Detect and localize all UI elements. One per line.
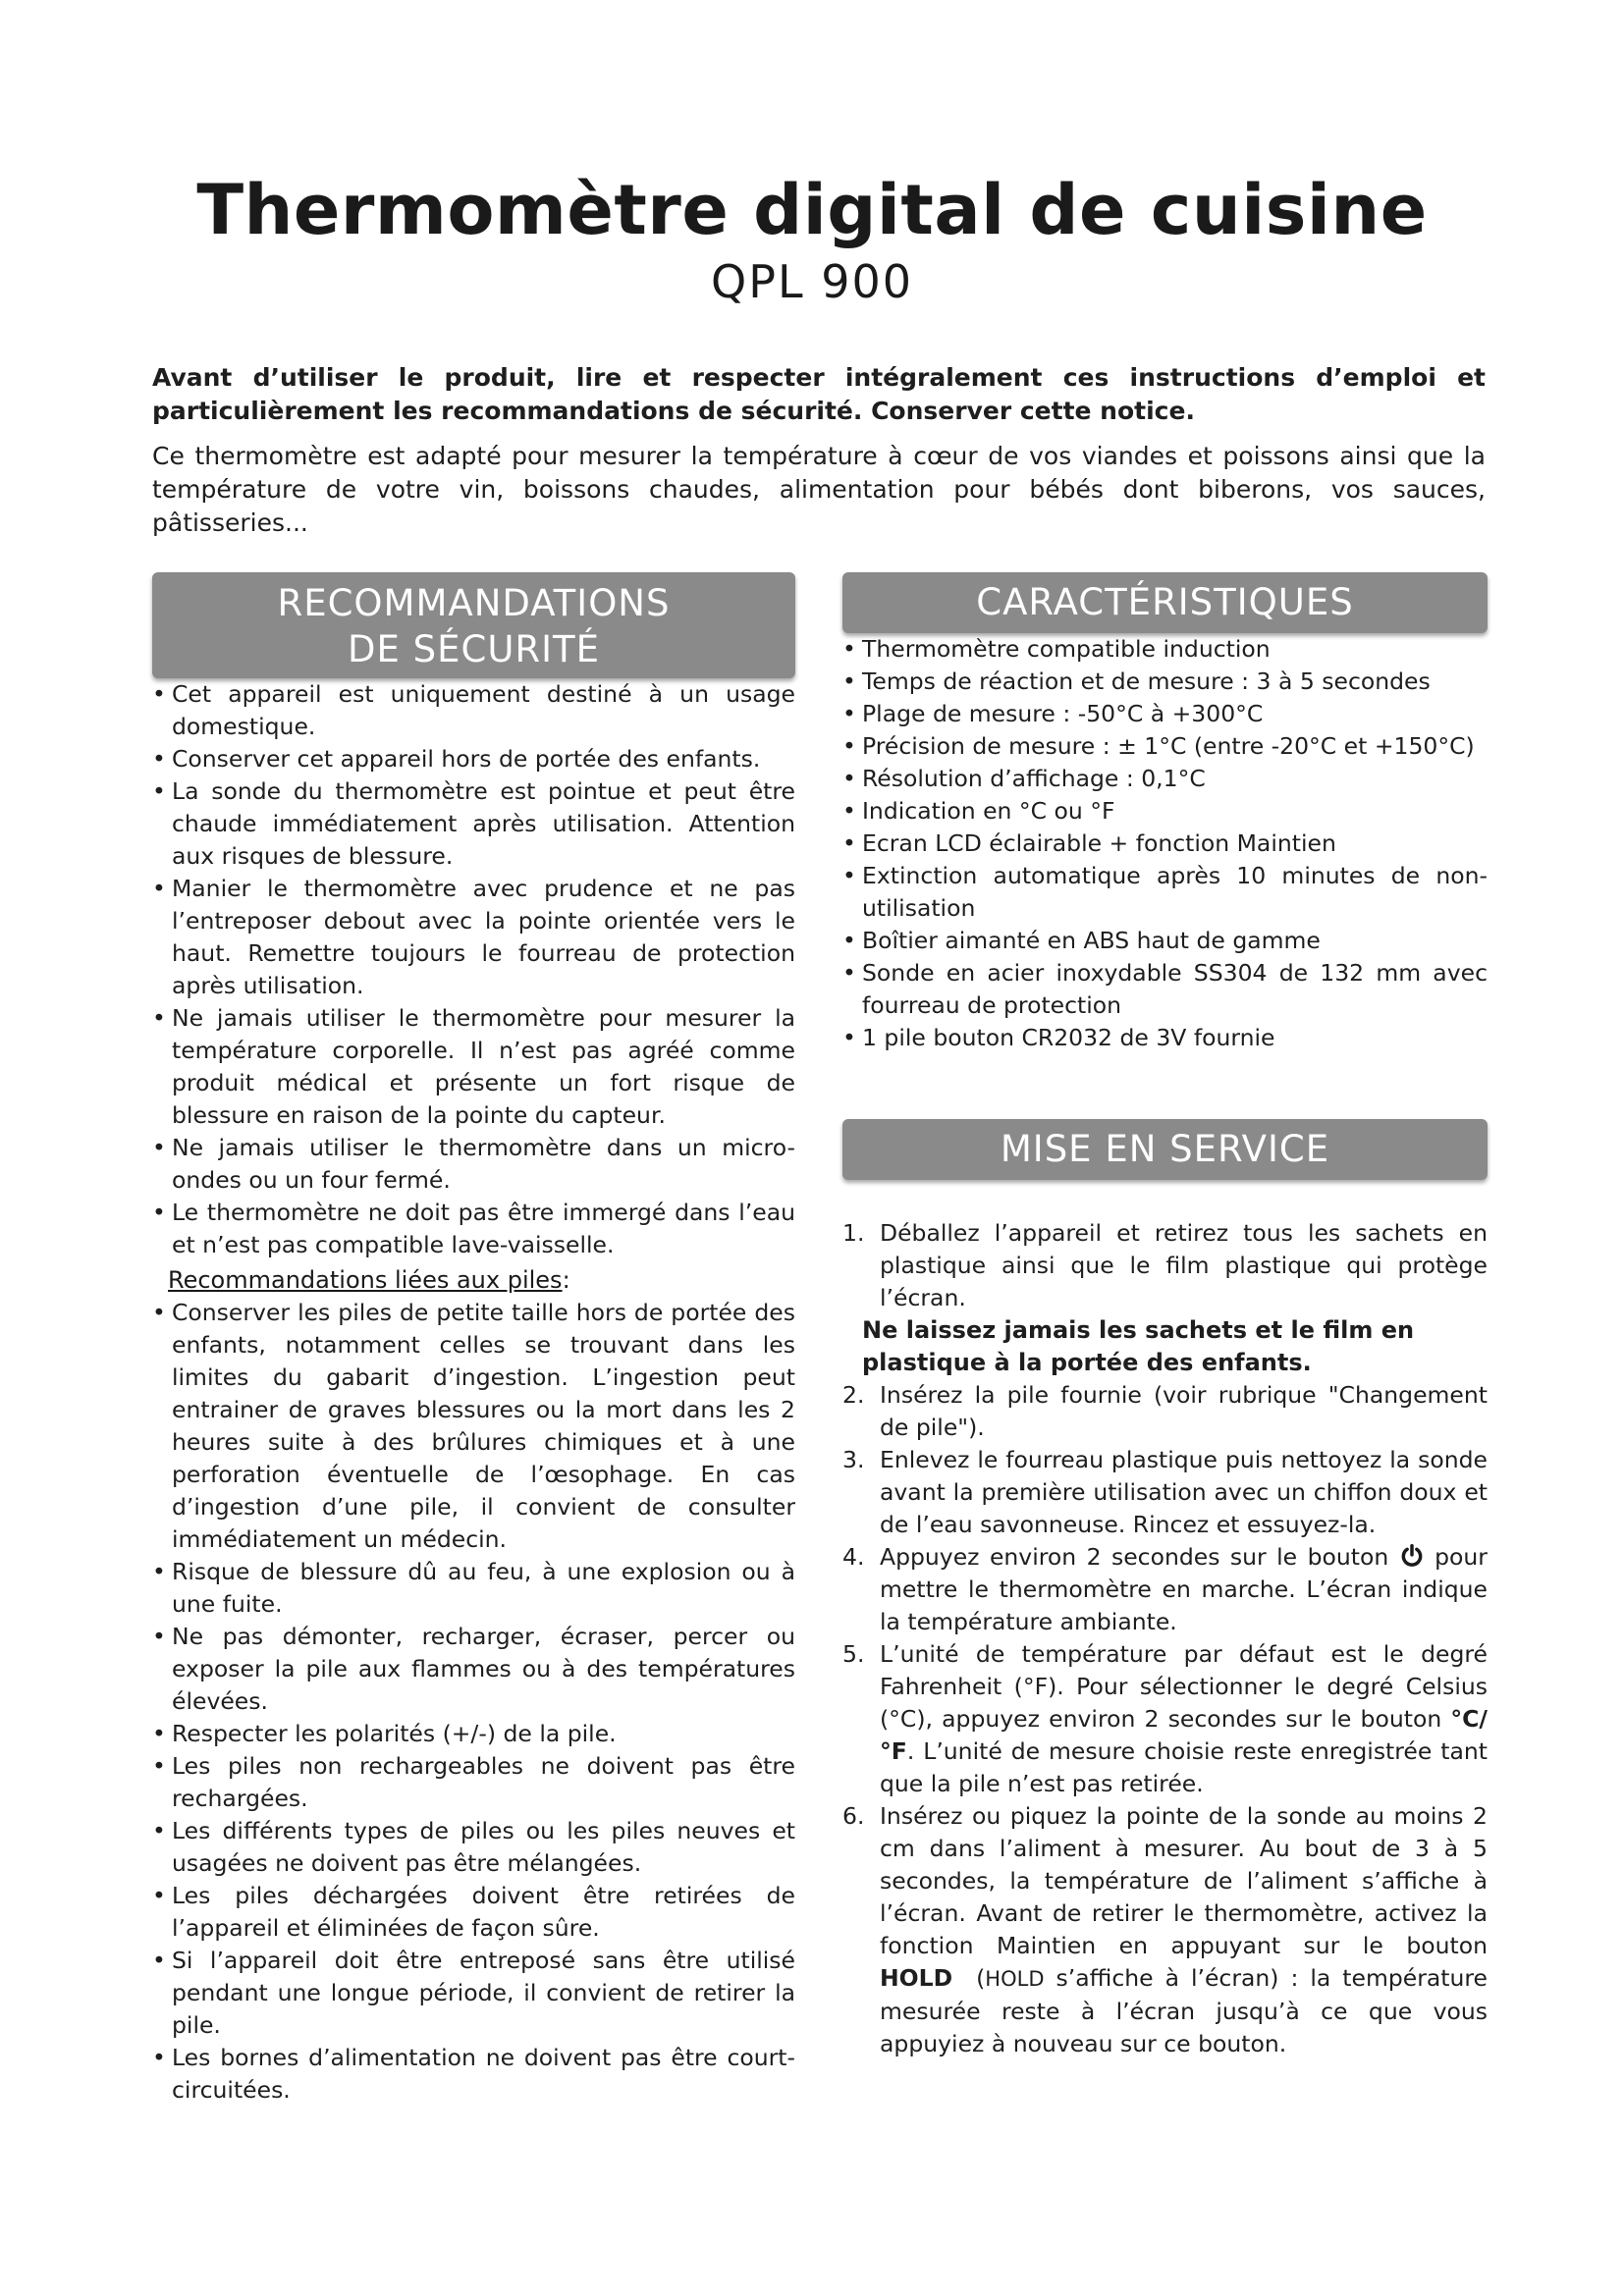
document-title: Thermomètre digital de cuisine <box>196 170 1428 250</box>
step-text: Insérez ou piquez la pointe de la sonde au moins 2 cm dans l’aliment à mesurer. Au bout de 3 à 5 secondes, la température de l’aliment s’affiche à l’écran. Avant de retirer le thermomètre, activez la fonction Maintien en appuyant sur le bouton <box>880 1802 1488 1959</box>
list-item: • Boîtier aimanté en ABS haut de gamme <box>842 925 1488 957</box>
step-number: 5. <box>842 1640 865 1668</box>
list-item: • Sonde en acier inoxydable SS304 de 132 mm avec fourreau de protection <box>842 957 1488 1022</box>
list-item: • Respecter les polarités (+/-) de la pile. <box>152 1718 795 1750</box>
step-text: Insérez la pile fournie (voir rubrique "Changement de pile"). <box>880 1381 1488 1441</box>
step-number: 1. <box>842 1219 865 1247</box>
step-text: L’unité de température par défaut est le degré Fahrenheit (°F). Pour sélectionner le degré Celsius (°C), appuyez environ 2 secondes sur le bouton <box>880 1640 1488 1733</box>
setup-step <box>842 1541 1488 1638</box>
setup-warning: Ne laissez jamais les sachets et le film en plastique à la portée des enfants. <box>862 1316 1415 1376</box>
list-item: • Les piles déchargées doivent être retirées de l’appareil et éliminées de façon sûre. <box>152 1880 795 1945</box>
safety-banner <box>152 572 795 678</box>
step-text-cont: pour mettre le thermomètre en marche. L’écran indique la température ambiante. <box>880 1543 1488 1635</box>
setup-step <box>842 1379 1488 1444</box>
list-item: • Conserver cet appareil hors de portée des enfants. <box>152 743 795 775</box>
list-item: • Manier le thermomètre avec prudence et ne pas l’entreposer debout avec la pointe orientée vers le haut. Remettre toujours le fourreau de protection après utilisation. <box>152 873 795 1002</box>
step-number: 4. <box>842 1543 865 1571</box>
intro-warning: Avant d’utiliser le produit, lire et respecter intégralement ces instructions d’emploi et particulièrement les recommandations de sécurité. Conserver cette notice. <box>152 363 1486 425</box>
list-item: • Plage de mesure : -50°C à +300°C <box>842 698 1488 730</box>
battery-list <box>152 1297 795 2107</box>
setup-steps <box>842 1217 1488 1314</box>
features-banner: CARACTÉRISTIQUES <box>842 572 1488 633</box>
list-item: • Les différents types de piles ou les piles neuves et usagées ne doivent pas être mélangées. <box>152 1815 795 1880</box>
setup-step: 6. Insérez ou piquez la pointe de la sonde au moins 2 cm dans l’aliment à mesurer. Au bout de 3 à 5 secondes, la température de l’aliment s’affiche à l’écran. Avant de retirer le thermomètre, activez la fonction Maintien en appuyant sur le bouton HOLD (HOLD s’affiche à l’écran) : la température mesurée reste à l’écran jusqu’à ce que vous appuyiez à nouveau sur ce bouton. <box>842 1802 1489 2057</box>
step-number: 6. <box>842 1802 865 1830</box>
step-number: 3. <box>842 1446 865 1473</box>
safety-list <box>152 678 795 1261</box>
step-number: 2. <box>842 1381 865 1409</box>
list-item: • Résolution d’affichage : 0,1°C <box>842 763 1488 795</box>
list-item: • Ne jamais utiliser le thermomètre pour mesurer la température corporelle. Il n’est pas agréé comme produit médical et présente un fort risque de blessure en raison de la pointe du capteur. <box>152 1002 795 1132</box>
list-item: • Thermomètre compatible induction <box>842 633 1488 666</box>
model-number: QPL 900 <box>711 255 913 308</box>
power-icon <box>1399 1543 1425 1569</box>
hold-lcd-label: HOLD <box>985 1967 1045 1991</box>
setup-step <box>842 1217 1488 1314</box>
intro-section <box>152 361 1486 540</box>
features-column <box>842 572 1488 2060</box>
step-text-cont: . L’unité de mesure choisie reste enregistrée tant que la pile n’est pas retirée. <box>880 1737 1488 1797</box>
list-item: • Ecran LCD éclairable + fonction Maintien <box>842 828 1488 860</box>
features-list <box>842 633 1488 1054</box>
unit-button-label: °C/°F <box>880 1705 1488 1765</box>
setup-step <box>842 1444 1488 1541</box>
step-text: Enlevez le fourreau plastique puis nettoyez la sonde avant la première utilisation avec un chiffon doux et de l’eau savonneuse. Rincez et essuyez-la. <box>880 1446 1488 1538</box>
safety-title-line1: RECOMMANDATIONS <box>277 582 671 624</box>
list-item: • Temps de réaction et de mesure : 3 à 5 secondes <box>842 666 1488 698</box>
list-item: • Extinction automatique après 10 minutes de non-utilisation <box>842 860 1488 925</box>
setup-section <box>842 1119 1488 2060</box>
setup-step <box>842 1638 1488 1800</box>
list-item: • La sonde du thermomètre est pointue et peut être chaude immédiatement après utilisation. Attention aux risques de blessure. <box>152 775 795 873</box>
list-item: • Le thermomètre ne doit pas être immergé dans l’eau et n’est pas compatible lave-vaisselle. <box>152 1197 795 1261</box>
hold-button-label: HOLD <box>880 1964 953 1992</box>
battery-heading <box>168 1263 795 1297</box>
safety-title-line2: DE SÉCURITÉ <box>347 628 600 670</box>
battery-heading-colon: : <box>562 1266 570 1294</box>
safety-column <box>152 572 795 2107</box>
list-item: • Si l’appareil doit être entreposé sans être utilisé pendant une longue période, il convient de retirer la pile. <box>152 1945 795 2042</box>
intro-description: Ce thermomètre est adapté pour mesurer la température à cœur de vos viandes et poissons ainsi que la température de votre vin, boissons chaudes, alimentation pour bébés dont biberons, vos sauces, pâtisseries... <box>152 442 1486 537</box>
step-text: Appuyez environ 2 secondes sur le bouton <box>880 1543 1389 1571</box>
list-item: • Ne pas démonter, recharger, écraser, percer ou exposer la pile aux flammes ou à des températures élevées. <box>152 1621 795 1718</box>
setup-steps-continued <box>842 1379 1488 2060</box>
list-item: • Risque de blessure dû au feu, à une explosion ou à une fuite. <box>152 1556 795 1621</box>
setup-banner: MISE EN SERVICE <box>842 1119 1488 1180</box>
step-text: Déballez l’appareil et retirez tous les sachets en plastique ainsi que le film plastique qui protège l’écran. <box>880 1219 1488 1311</box>
list-item: • Indication en °C ou °F <box>842 795 1488 828</box>
list-item: • 1 pile bouton CR2032 de 3V fournie <box>842 1022 1488 1054</box>
list-item: • Ne jamais utiliser le thermomètre dans un micro-ondes ou un four fermé. <box>152 1132 795 1197</box>
list-item: • Conserver les piles de petite taille hors de portée des enfants, notamment celles se trouvant dans les limites du gabarit d’ingestion. L’ingestion peut entrainer de graves blessures ou la mort dans les 2 heures suite à des brûlures chimiques et à une perforation éventuelle de l’œsophage. En cas d’ingestion d’une pile, il convient de consulter immédiatement un médecin. <box>152 1297 795 1556</box>
list-item: • Cet appareil est uniquement destiné à un usage domestique. <box>152 678 795 743</box>
list-item: • Les bornes d’alimentation ne doivent pas être court-circuitées. <box>152 2042 795 2107</box>
list-item: • Précision de mesure : ± 1°C (entre -20°C et +150°C) <box>842 730 1488 763</box>
battery-heading-text: Recommandations liées aux piles <box>168 1266 563 1294</box>
step-text-cont: s’affiche à l’écran) : la température mesurée reste à l’écran jusqu’à ce que vous appuyiez à nouveau sur ce bouton. <box>880 1964 1489 2057</box>
list-item: • Les piles non rechargeables ne doivent pas être rechargées. <box>152 1750 795 1815</box>
